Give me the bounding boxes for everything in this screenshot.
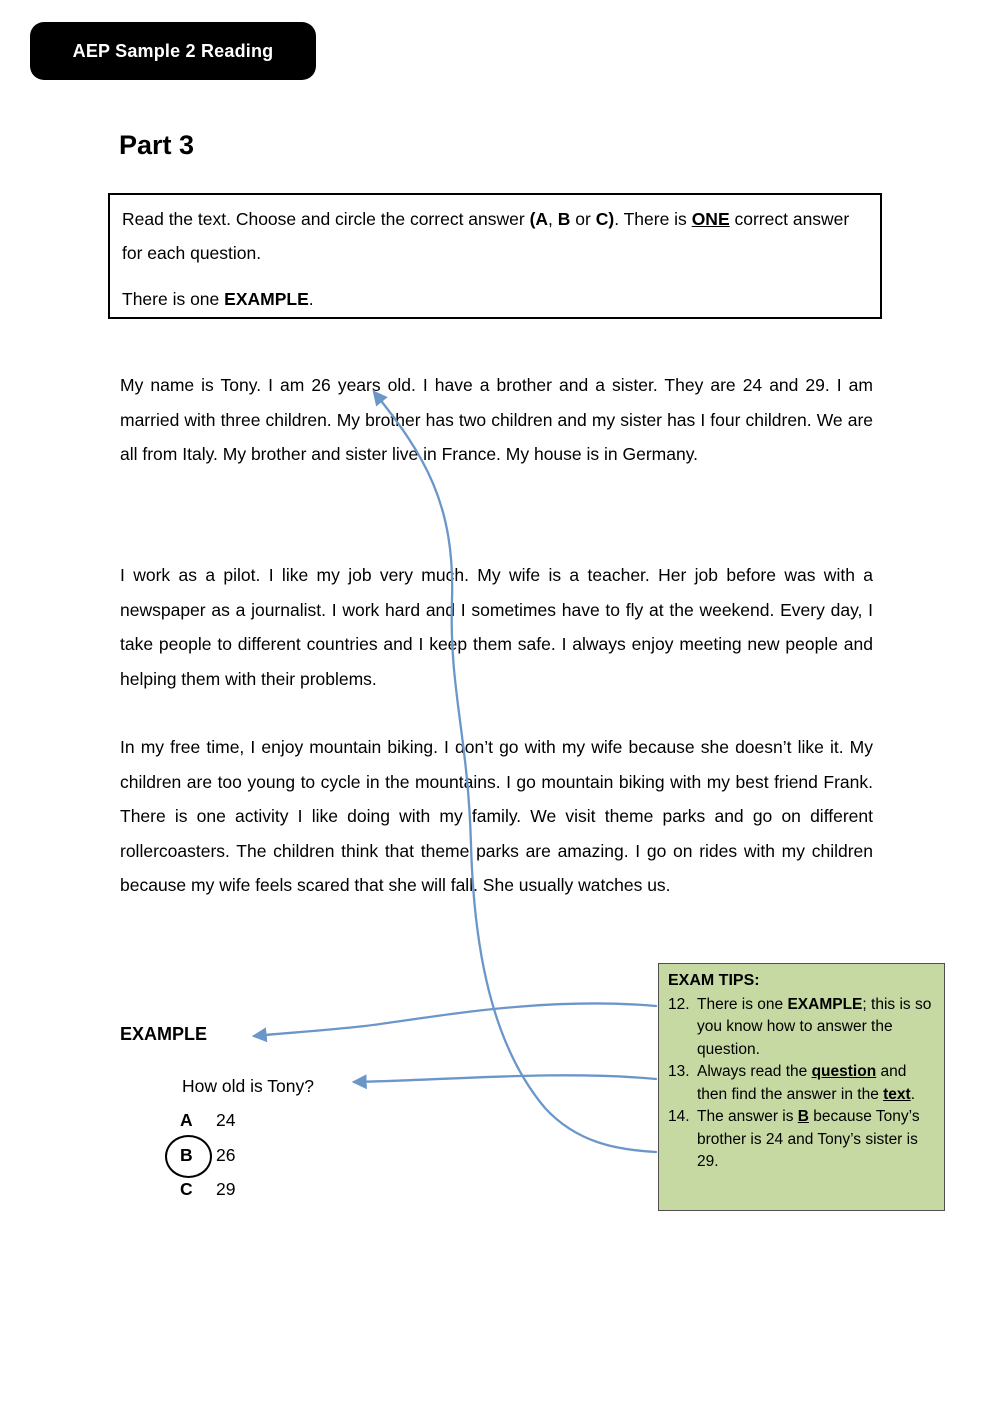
connector-arrow-question (354, 1075, 656, 1082)
exam-tips-title: EXAM TIPS: (668, 972, 760, 989)
option-row-b (180, 1145, 235, 1166)
passage-paragraph-3: In my free time, I enjoy mountain biking. I don’t go with my wife because she doesn’t like it. My children are too young to cycle in the mountains. I go mountain biking with my best friend Frank. There is one activity I like doing with my family. We visit theme parks and go on different rollercoasters. The children think that theme parks are amazing. I go on rides with my children because my wife feels scared that she will fall. She usually watches us. (120, 737, 873, 895)
tip-text-13: Always read the question and then find the answer in the text. (697, 1063, 916, 1103)
option-letter-b: B (180, 1145, 193, 1165)
option-value-b: 26 (216, 1145, 236, 1165)
instruction-line-1: Read the text. Choose and circle the correct answer (A, B or C). There is ONE correct answer for each question. (122, 209, 850, 263)
connector-arrow-example (254, 1003, 656, 1036)
exam-tips-box (658, 963, 945, 1211)
option-value-a: 24 (216, 1110, 236, 1130)
option-letter-c: C (180, 1179, 193, 1199)
option-row-c (180, 1179, 235, 1200)
passage-paragraph-1: My name is Tony. I am 26 years old. I have a brother and a sister. They are 24 and 29. I am married with three children. My brother has two children and my sister has I four children. We are all from Italy. My brother and sister live in France. My house is in Germany. (120, 375, 873, 464)
example-label: EXAMPLE (120, 1024, 208, 1044)
option-value-c: 29 (216, 1179, 236, 1199)
circled-answer-mark (165, 1135, 212, 1178)
option-letter-a: A (180, 1110, 193, 1130)
tip-text-14: The answer is B because Tony’s brother is 24 and Tony’s sister is 29. (697, 1108, 920, 1170)
tip-number-13: 13. (668, 1063, 690, 1080)
instruction-box (108, 193, 882, 319)
tip-item-14 (668, 1106, 935, 1174)
tip-number-14: 14. (668, 1108, 690, 1125)
tip-number-12: 12. (668, 995, 690, 1013)
tip-item-12 (668, 994, 935, 1062)
option-row-a (180, 1110, 235, 1131)
header-badge: AEP Sample 2 Reading (30, 22, 316, 80)
instruction-line-2: There is one EXAMPLE. (122, 289, 314, 309)
part-title: Part 3 (119, 130, 195, 160)
example-question: How old is Tony? (182, 1076, 314, 1096)
tip-text-12: There is one EXAMPLE; this is so you know how to answer the question. (697, 995, 932, 1058)
passage-paragraph-2: I work as a pilot. I like my job very much. My wife is a teacher. Her job before was with a newspaper as a journalist. I work hard and I sometimes have to fly at the weekend. Every day, I take people to different countries and I keep them safe. I always enjoy meeting new people and helping them with their problems. (120, 565, 873, 689)
tip-item-13 (668, 1061, 935, 1106)
